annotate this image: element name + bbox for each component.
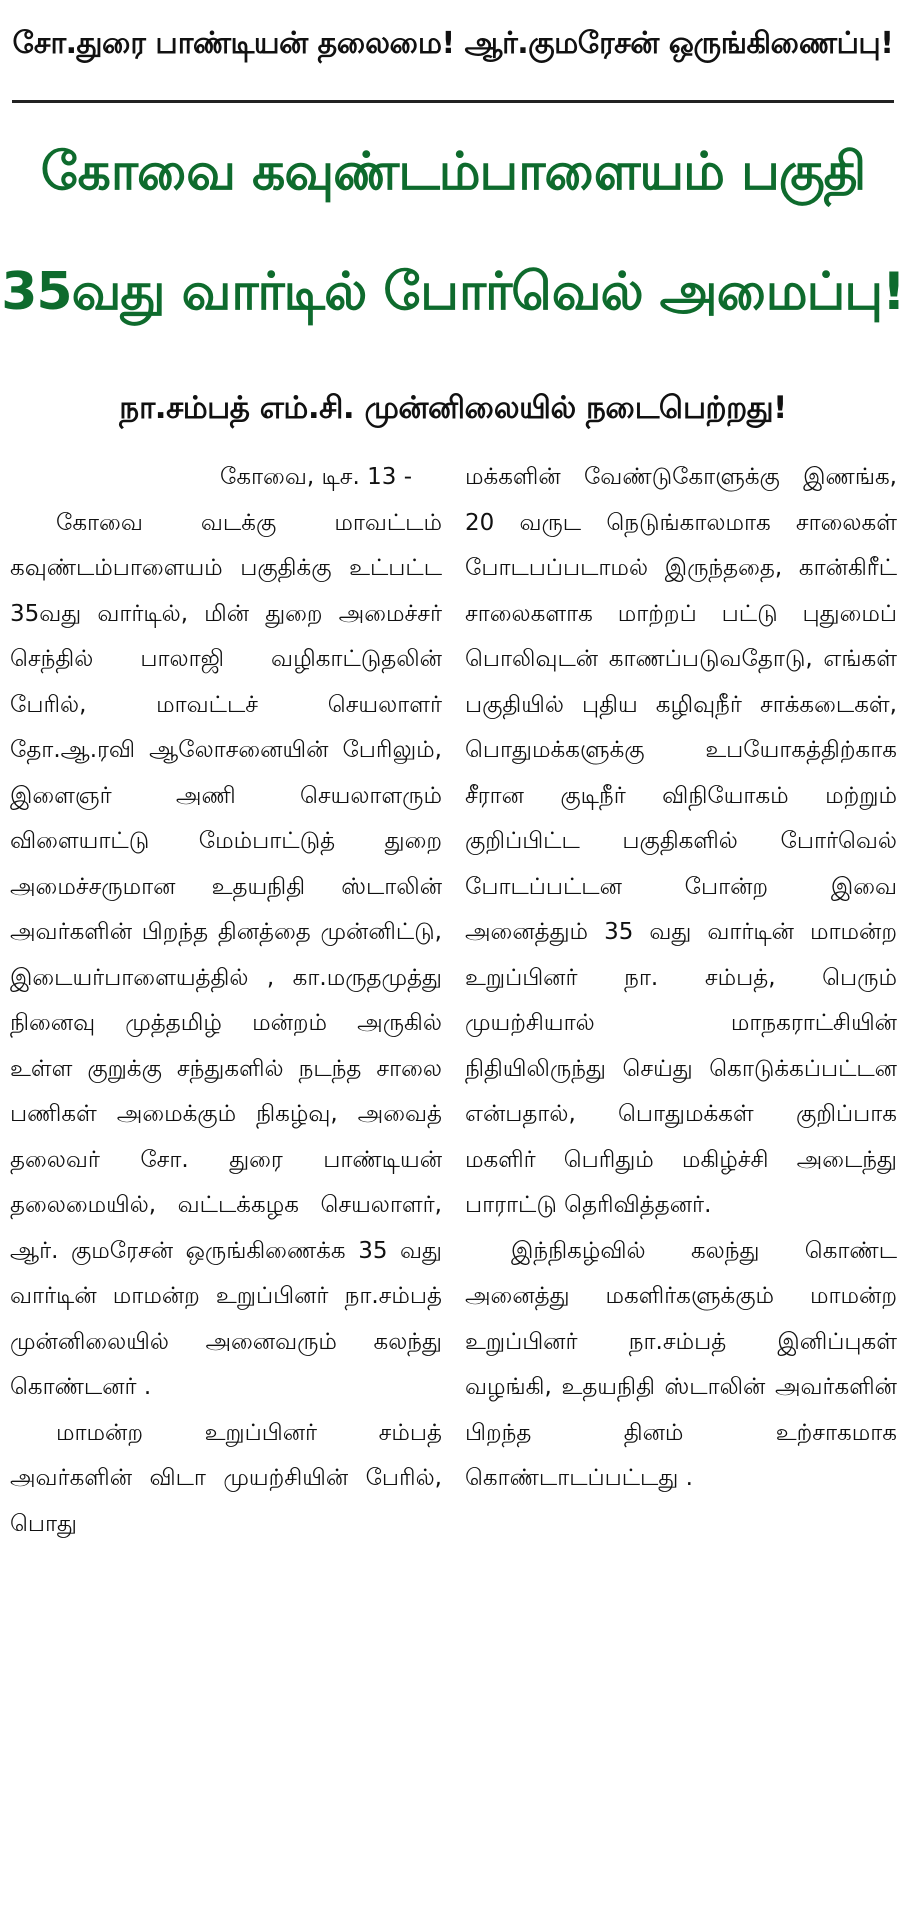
headline-line-1: கோவை கவுண்டம்பாளையம் பகுதி (40, 142, 866, 202)
subheadline: நா.சம்பத் எம்.சி. முன்னிலையில் நடைபெற்றது! (119, 390, 787, 426)
article-paragraph: மக்களின் வேண்டுகோளுக்கு இணங்க, 20 வருட நெடுங்காலமாக சாலைகள் போடபப்படாமல் இருந்ததை, கான்கிரீட் சாலைகளாக மாற்றப் பட்டு புதுமைப் பொலிவுடன் காணப்படுவதோடு, எங்கள் பகுதியில் புதிய கழிவுநீர் சாக்கடைகள், பொதுமக்களுக்கு உபயோகத்திற்காக சீரான குடிநீர் விநியோகம் மற்றும் குறிப்பிட்ட பகுதிகளில் போர்வெல் போடப்பட்டன போன்ற இவை அனைத்தும் 35 வது வார்டின் மாமன்ற உறுப்பினர் நா. சம்பத், பெரும் முயற்சியால் மாநகராட்சியின் நிதியிலிருந்து செய்து கொடுக்கப்பட்டன என்பதால், பொதுமக்கள் குறிப்பாக மகளிர் பெரிதும் மகிழ்ச்சி அடைந்து பாராட்டு தெரிவித்தனர். (465, 464, 897, 1218)
article-paragraph: மாமன்ற உறுப்பினர் சம்பத் அவர்களின் விடா முயற்சியின் பேரில், பொது (10, 1419, 442, 1537)
article-column-right (465, 455, 897, 1895)
article-paragraph: இந்நிகழ்வில் கலந்து கொண்ட அனைத்து மகளிர்களுக்கும் மாமன்ற உறுப்பினர் நா.சம்பத் இனிப்புகள் வழங்கி, உதயநிதி ஸ்டாலின் அவர்களின் பிறந்த தினம் உற்சாகமாக கொண்டாடப்பட்டது . (465, 1237, 897, 1491)
kicker-line: சோ.துரை பாண்டியன் தலைமை! ஆர்.குமரேசன் ஒருங்கிணைப்பு! (12, 26, 894, 61)
article-column-left (10, 455, 442, 1895)
headline-line-2: 35வது வார்டில் போர்வெல் அமைப்பு! (1, 262, 905, 322)
kicker-divider (12, 100, 894, 103)
article-paragraph: கோவை வடக்கு மாவட்டம் கவுண்டம்பாளையம் பகுதிக்கு உட்பட்ட 35வது வார்டில், மின் துறை அமைச்சர் செந்தில் பாலாஜி வழிகாட்டுதலின் பேரில், மாவட்டச் செயலாளர் தோ.ஆ.ரவி ஆலோசனையின் பேரிலும், இளைஞர் அணி செயலாளரும் விளையாட்டு மேம்பாட்டுத் துறை அமைச்சருமான உதயநிதி ஸ்டாலின் அவர்களின் பிறந்த தினத்தை முன்னிட்டு, இடையர்பாளையத்தில் , கா.மருதமுத்து நினைவு முத்தமிழ் மன்றம் அருகில் உள்ள குறுக்கு சந்துகளில் நடந்த சாலை பணிகள் அமைக்கும் நிகழ்வு, அவைத் தலைவர் சோ. துரை பாண்டியன் தலைமையில், வட்டக்கழக செயலாளர், ஆர். குமரேசன் ஒருங்கிணைக்க 35 வது வார்டின் மாமன்ற உறுப்பினர் நா.சம்பத் முன்னிலையில் அனைவரும் கலந்து கொண்டனர் . (10, 509, 442, 1400)
dateline: கோவை, டிச. 13 - (220, 464, 412, 490)
